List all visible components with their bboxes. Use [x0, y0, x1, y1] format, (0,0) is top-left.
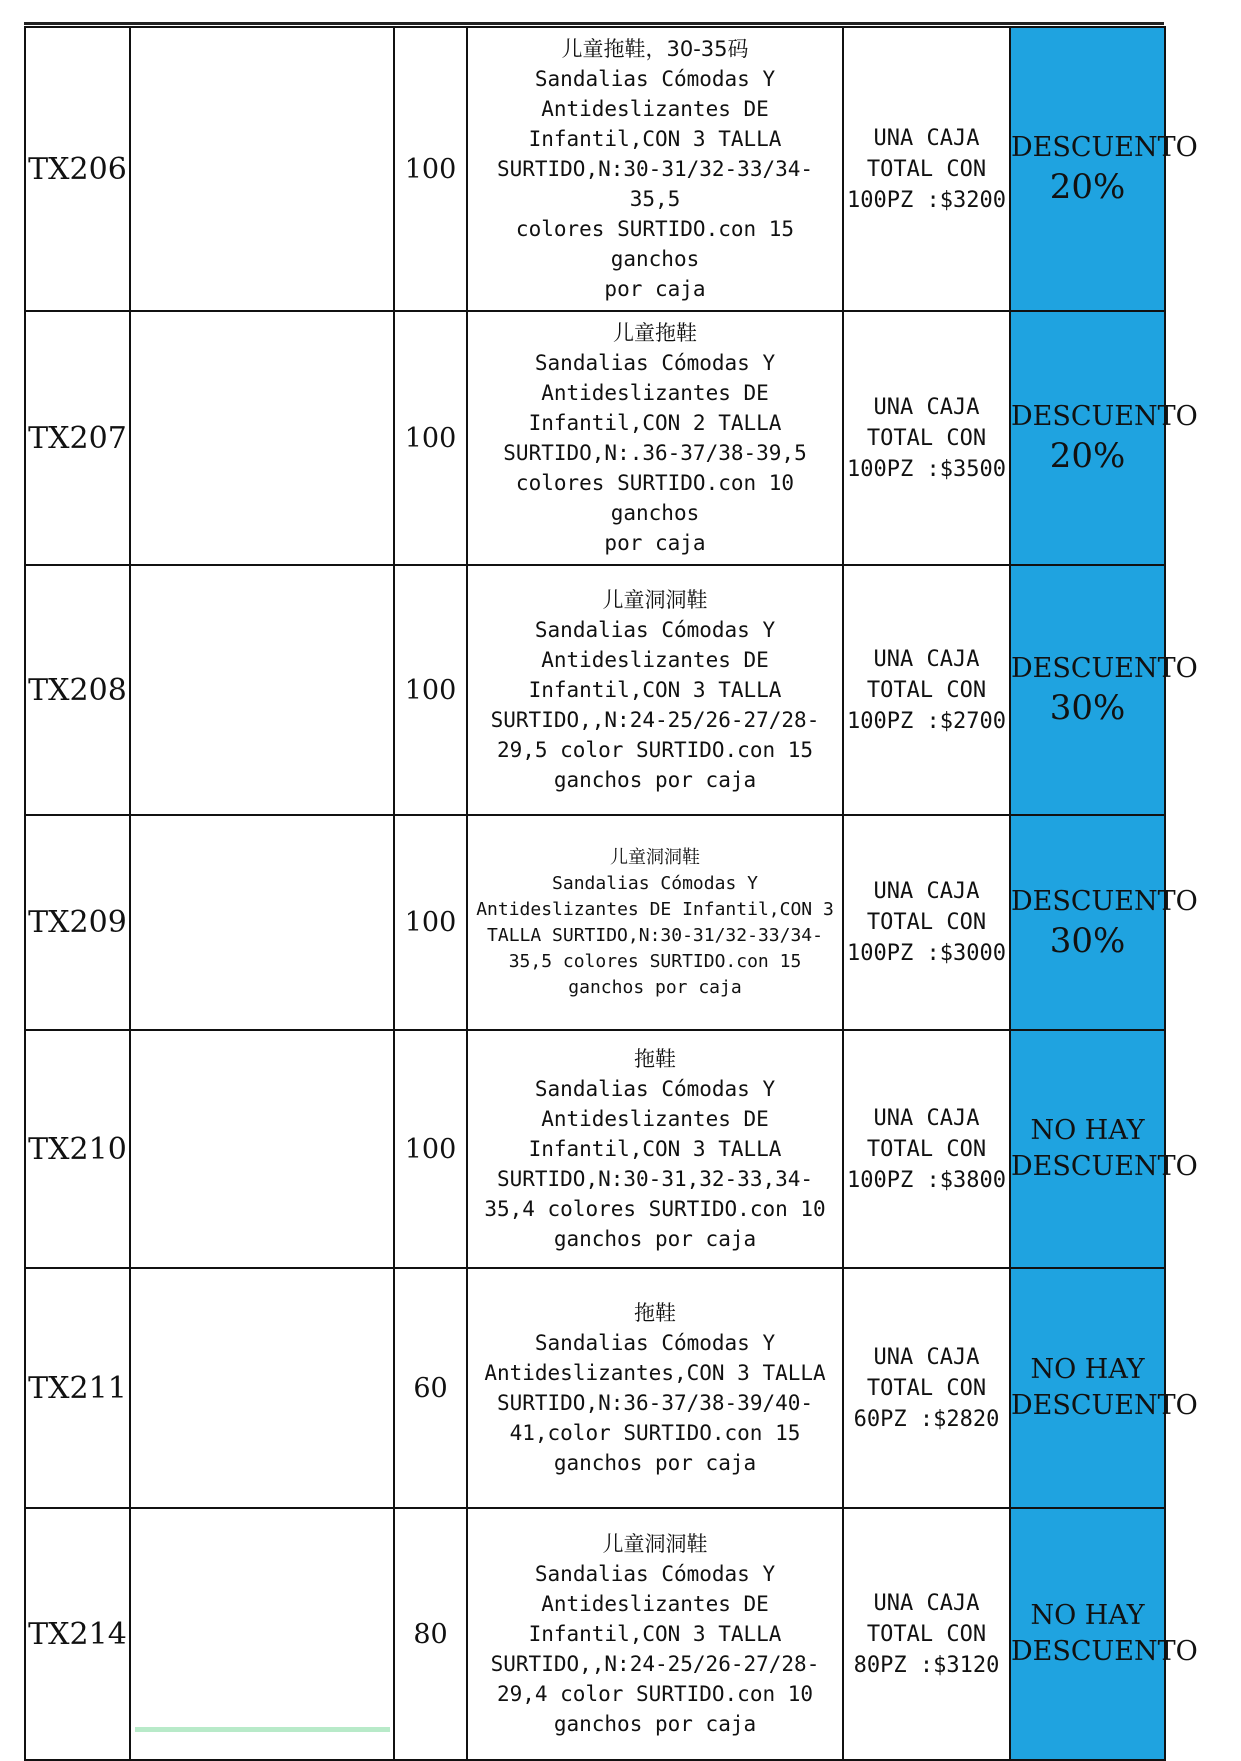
- price-cell: [843, 27, 1010, 311]
- product-image-cell: [130, 1268, 394, 1508]
- discount-label: NO HAY: [1030, 1354, 1145, 1385]
- description: Sandalias Cómodas Y Antideslizantes DE Infantil,CON 3 TALLA SURTIDO,,N:24-25/26-27/28- 29,5 color SURTIDO.con 15 ganchos por caja: [490, 618, 820, 792]
- discount-cell: [1010, 1030, 1198, 1268]
- quantity: 100: [394, 815, 467, 1030]
- product-image-cell: [130, 565, 394, 815]
- price-cell: [843, 311, 1010, 565]
- table-row: [25, 565, 1165, 815]
- product-image-cell: [130, 27, 394, 311]
- description-cell: [467, 27, 843, 311]
- quantity: 60: [394, 1268, 467, 1508]
- product-code: TX214: [25, 1508, 130, 1760]
- discount-cell: [1010, 1268, 1198, 1508]
- description: Sandalias Cómodas Y Antideslizantes,CON 3 TALLA SURTIDO,N:36-37/38-39/40- 41,color SURTIDO.con 15 ganchos por caja: [484, 1331, 826, 1475]
- description: Sandalias Cómodas Y Antideslizantes DE Infantil,CON 3 TALLA SURTIDO,N:30-31/32-33/34-35,5 colores SURTIDO.con 15 ganchos por caja: [496, 67, 814, 301]
- table-row: [25, 311, 1165, 565]
- bottom-strip: [135, 1727, 390, 1732]
- product-code: TX206: [25, 27, 130, 311]
- discount-label: DESCUENTO: [1011, 885, 1198, 917]
- price-total: 100PZ :$3800: [847, 1167, 1006, 1193]
- discount-label: NO HAY: [1030, 1600, 1145, 1631]
- product-code: TX208: [25, 565, 130, 815]
- product-image-cell: [130, 815, 394, 1030]
- price-cell: [843, 1268, 1010, 1508]
- table-row: [25, 1268, 1165, 1508]
- product-code: TX207: [25, 311, 130, 565]
- price-line: UNA CAJA: [873, 1590, 980, 1616]
- discount-label: NO HAY: [1030, 1115, 1145, 1146]
- discount-label: DESCUENTO: [1011, 1390, 1198, 1421]
- product-code: TX211: [25, 1268, 130, 1508]
- top-rule: [24, 22, 1164, 25]
- description-cell: [467, 1508, 843, 1760]
- table-row: [25, 1508, 1165, 1760]
- price-line: UNA CAJA: [873, 646, 980, 672]
- price-line: TOTAL CON: [866, 677, 987, 703]
- discount-label: DESCUENTO: [1011, 653, 1198, 684]
- discount-value: 30%: [1049, 920, 1126, 961]
- description-zh: 儿童拖鞋: [613, 321, 697, 345]
- discount-cell: [1010, 1508, 1198, 1760]
- quantity: 100: [394, 1030, 467, 1268]
- description-cell: [467, 311, 843, 565]
- product-image-cell: [130, 1508, 394, 1760]
- quantity: 100: [394, 565, 467, 815]
- quantity: 100: [394, 27, 467, 311]
- description-zh: 儿童拖鞋，30-35码: [561, 37, 749, 61]
- description-cell: [467, 565, 843, 815]
- table-row: [25, 27, 1165, 311]
- table-row: [25, 1030, 1165, 1268]
- price-cell: [843, 1508, 1010, 1760]
- description-zh: 儿童洞洞鞋: [610, 846, 700, 868]
- product-code: TX209: [25, 815, 130, 1030]
- discount-cell: [1010, 311, 1198, 565]
- price-line: UNA CAJA: [873, 1344, 980, 1370]
- price-line: UNA CAJA: [873, 879, 980, 904]
- description-zh: 儿童洞洞鞋: [602, 1532, 708, 1556]
- price-line: UNA CAJA: [873, 1105, 980, 1131]
- discount-label: DESCUENTO: [1011, 401, 1198, 432]
- price-line: TOTAL CON: [866, 1375, 987, 1401]
- discount-value: 30%: [1049, 688, 1126, 728]
- description: Sandalias Cómodas Y Antideslizantes DE Infantil,CON 2 TALLA SURTIDO,N:.36-37/38-39,5 colores SURTIDO.con 10 ganchos por caja: [503, 351, 807, 555]
- product-image-cell: [130, 1030, 394, 1268]
- price-total: 100PZ :$2700: [847, 708, 1006, 734]
- description-zh: 拖鞋: [634, 1301, 676, 1325]
- description-cell: [467, 1030, 843, 1268]
- description-zh: 拖鞋: [634, 1047, 676, 1071]
- price-total: 100PZ :$3200: [847, 187, 1006, 213]
- price-line: TOTAL CON: [866, 1136, 987, 1162]
- description: Sandalias Cómodas Y Antideslizantes DE Infantil,CON 3 TALLA SURTIDO,,N:24-25/26-27/28- 29,4 color SURTIDO.con 10 ganchos por caja: [490, 1562, 820, 1736]
- table-row: [25, 815, 1165, 1030]
- price-cell: [843, 1030, 1010, 1268]
- discount-cell: [1010, 565, 1198, 815]
- quantity: 80: [394, 1508, 467, 1760]
- price-line: TOTAL CON: [866, 910, 987, 935]
- discount-cell: [1010, 27, 1198, 311]
- price-line: UNA CAJA: [873, 394, 980, 420]
- price-total: 60PZ :$2820: [853, 1406, 1000, 1432]
- price-line: UNA CAJA: [873, 125, 980, 151]
- description-zh: 儿童洞洞鞋: [602, 588, 708, 612]
- discount-label: DESCUENTO: [1011, 1151, 1198, 1182]
- discount-cell: [1010, 815, 1198, 1030]
- discount-label: DESCUENTO: [1011, 1636, 1198, 1667]
- price-line: TOTAL CON: [866, 425, 987, 451]
- description-cell: [467, 1268, 843, 1508]
- price-cell: [843, 815, 1010, 1030]
- product-table: [24, 26, 1198, 1761]
- description-cell: [467, 815, 843, 1030]
- price-line: TOTAL CON: [866, 1621, 987, 1647]
- quantity: 100: [394, 311, 467, 565]
- description: Sandalias Cómodas Y Antideslizantes DE Infantil,CON 3 TALLA SURTIDO,N:30-31,32-33,34- 35,4 colores SURTIDO.con 10 ganchos por caja: [484, 1077, 826, 1251]
- price-total: 100PZ :$3000: [847, 941, 1006, 966]
- discount-value: 20%: [1049, 167, 1126, 207]
- discount-label: DESCUENTO: [1011, 132, 1198, 163]
- description: Sandalias Cómodas Y Antideslizantes DE Infantil,CON 3 TALLA SURTIDO,N:30-31/32-33/34- 35,5 colores SURTIDO.con 15 ganchos por caja: [476, 872, 834, 998]
- product-image-cell: [130, 311, 394, 565]
- price-line: TOTAL CON: [866, 156, 987, 182]
- price-cell: [843, 565, 1010, 815]
- product-code: TX210: [25, 1030, 130, 1268]
- price-total: 80PZ :$3120: [853, 1652, 1000, 1678]
- price-total: 100PZ :$3500: [847, 456, 1006, 482]
- discount-value: 20%: [1049, 436, 1126, 476]
